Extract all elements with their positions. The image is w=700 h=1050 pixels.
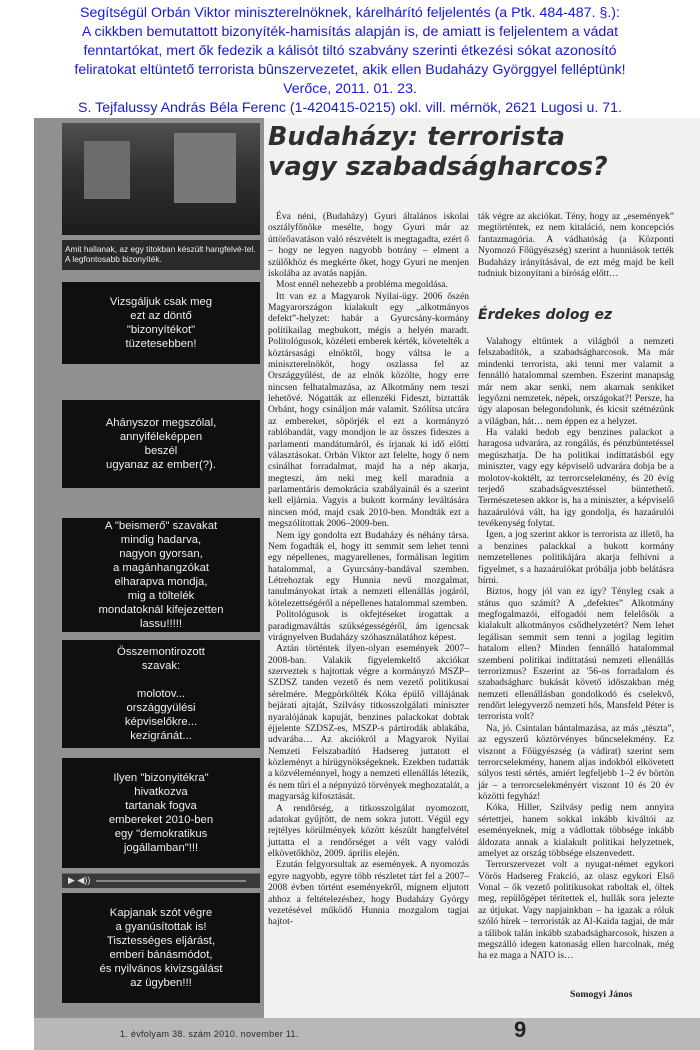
panel-text: Ilyen "bizonyitékra" hivatkozva tartanak fogva embereket 2010-ben egy "demokratikus jogállamban"!!! [108,772,214,854]
paragraph: Most ennél nehezebb a probléma megoldása. [276,279,448,291]
article-author: Somogyi János [570,989,633,1000]
header-line: A cikkben bemutattott bizonyíték-hamisítás alapján is, de amiatt is feljelentem a vádat [81,24,619,40]
screenshot-panel [62,758,260,868]
article-title-line: Budaházy: terrorista [268,122,565,152]
header-line: fenntartókat, mert ők fedezik a kálisót tiltó szabvány szerinti étkezési sókat azonosító [83,43,617,59]
screenshot-panel [62,400,260,488]
panel-text: Összemontirozott szavak: molotov... országgyülési képviselőkre... kezigránát... [117,646,205,742]
paragraph: Terrorszervezet volt a nyugat-német egykori Vörös Hadsereg Frakció, az olasz egykori Első Vonal – ők vezető politikusokat raboltak el, öltek meg, repülőgépet térítettek el, hullák sora jelezte az útjukat. Vagy napjainkban – ha igazak a róluk szóló hírek – terroristák az Al-Kaida tagjai, de már a tálibok talán inkább szabadságharcosok, hiszen a megszálló idegen katonaság ellen harcolnak, még ha ez maga a NATO is… [478,859,674,962]
play-icon[interactable]: ▶ ◀)) [68,875,91,885]
paragraph: Nem így gondolta ezt Budaházy és néhány társa. Nem fogadták el, hogy itt semmit sem lehet tenni egy népellenes, magyarellenes, formálisan legitim hatalommal, a Gyurcsány-bandával szemben. Létrehoztak egy Hunnia nevű mozgalmat, tanulmányokat írtak a nemzeti ellenállás jogáról, kötelezettségéről a népellenes hatalommal szemben. [268,529,469,609]
article-column-1 [268,211,469,928]
header-notice [0,0,700,116]
article-subheading: Érdekes dolog ez [478,307,613,323]
video-playbar[interactable] [62,873,260,888]
video-caption: Amit hallanak, az egy titokban készült hangfelvé-tel. A legfontosabb bizonyíték. [62,240,260,270]
paragraph: Igen, a jog szerint akkor is terrorista az illető, ha a benzines palackkal a bukott kormány nemzetellenes politikájára akarja felhívni a figyelmet, s a hazaárulókat próbálja jobb belátásra bírni. [478,529,674,586]
paragraph: ták végre az akciókat. Tény, hogy az „események” megtörténtek, ez nem kitaláció, nem koncepciós fantazmagória. A vádhatóság (a Központi Nyomozó Főügyészség) szerint a hunniások tették Budaházy irányításával, de ezt még majd be kell tudniuk bizonyítani a bíróság előtt… [478,211,674,279]
issue-info: 1. évfolyam 38. szám 2010. november 11. [120,1029,299,1039]
panel-text: Vizsgáljuk csak meg ezt az döntő "bizonyítékot" tüzetesebben! [109,296,213,350]
screenshot-panel [62,640,260,748]
screenshot-panel [62,282,260,364]
paragraph: Aztán történtek ilyen-olyan események 2007–2008-ban. Valakik figyelemkeltő akciókat szerveztek s hajtottak végre a kormányzó MSZP–SZDSZ tanden vezető és nem vezető politikusai sérelmére. Megpörkölték Kóka épülő villájának bejárati ajtaját, Szilvásy titkosszolgálati miniszter nyaralójának kapuját, benzines palackokat dobtak éjjelente SZDSZ-es, MSZP-s pártirodák ablakába, udvarába… Az akciókról a Magyarok Nyilai Nemzeti Felszabadító Hadsereg juttatott el közleményt a hírügynökségeknek. Ezekben tudatták a közvéleménnyel, hogy a nemzeti ellenállás létezik, és nem tűri el a népnyúzó törvények meghozatalát, a magyarság kifosztását. [268,643,469,803]
paragraph: Na, jó. Csintalan bántalmazása, az más „tészta”, az egyszerű köztörvényes bűncselekmény. Ez viszont a Főügyészség (a vádirat) szerint sem terrorcselekmény, hanem aljas indokból elkövetett súlyos testi sértés, amiért legfeljebb 1–2 év börtön jár – a terrorcselekményért viszont 10 és 20 év közötti fegyház! [478,722,674,802]
screenshot-panel [62,893,260,1003]
header-line: feliratokat eltüntető terrorista bûnszervezetet, akik ellen Budaházy Györggyel felléptünk! [74,62,626,78]
screenshot-panel [62,518,260,632]
panel-text: Kapjanak szót végre a gyanúsítottak is! Tisztességes eljárást, emberi bánásmódot, és nyilvános kivizsgálást az ügyben!!! [99,907,223,989]
paragraph: Valahogy eltűntek a világból a nemzeti felszabadítók, a szabadságharcosok. Ma már mindenki terrorista, aki tenni mer valamit a fennálló hatalommal szemben. Eszerint manapság már nem akar senki, nem akarnak senkiket legyőzni nemzetek, népek, országokat?! Persze, ha úgy alaposan belegondolunk, és kicsit szétnézünk a világban, hát… nem éppen ez a helyzet. [478,336,674,427]
header-line: S. Tejfalussy András Béla Ferenc (1-420415-0215) okl. vill. mérnök, 2621 Lugosi u. 71. [78,100,622,116]
panel-text: A "beismerő" szavakat mindig hadarva, nagyon gyorsan, a magánhangzókat elharapva mondja, mig a töltelék mondatoknál kifejezetten lassu!!!!! [98,520,224,630]
article-column-2 [478,336,674,962]
paragraph: Ezután felgyorsultak az események. A nyomozás egyre nagyobb, egyre több részletet tárt fel a 2007–2008 évben történt eseményekről, mígnem eljutott ahhoz a feltételezéshez, hogy Budaházy György vezetésével működő Hunnia mozgalom tagjai hajtot- [268,859,469,928]
page-number: 9 [514,1017,527,1042]
article-title-line: vagy szabadságharcos? [268,152,608,182]
panel-text: Ahányszor megszólal, annyiféleképpen beszél ugyanaz az ember(?). [105,417,217,471]
seek-track[interactable] [96,880,246,882]
paragraph: Éva néni, (Budaházy) Gyuri általános iskolai osztályfőnöke mesélte, hogy Gyuri már az úttörőavatáson való részvételt is megtagadta, ezért ő – hogy ne legyen nagyobb botrány – elment a szülőkhöz és megkérte őket, hogy Gyuri ne menjen iskolába az avatás napján. [268,211,469,279]
article-title [268,122,688,182]
paragraph: Ha valaki bedob egy benzines palackot a haragosa udvarára, az rongálás, és pénzbüntetéssel megúszhatja. De ha politikai indíttatásból egy miniszter, vagy egy képviselő udvarára dobja be a molotov-koktélt, az terrorcselekmény, és 20 évig terjedő szabadságvesztéssel büntethető. Természetesen akkor is, ha a miniszter, a képviselő hazaárulóvá vált, ha így gondolja, és hazaárulói tevékenység folytat. [478,427,674,529]
paragraph: A rendőrség, a titkosszolgálat nyomozott, adatokat gyűjtött, de nem sokra jutott. Végül egy rejtélyes körülmények között készült hangfelvétel juttatta el a rendőrséget a vélt vagy valódi elkövetőkhöz, 2009. április elején. [268,802,469,859]
paragraph: Kóka, Hiller, Szilvásy pedig nem annyira sértettjei, hanem sokkal inkább kiváltói az eseményeknek, míg a vádlottak többsége inkább áldozata annak a kialakult politikai helyzetnek, amelyet az ország többsége elszenvedett. [478,802,674,859]
paragraph: Itt van ez a Magyarok Nyilai-ügy. 2006 őszén Magyarországon kialakult egy „alkotmányos defekt”-helyzet: habár a Gyurcsány-kormány politikailag megbukott, mégis a helyén maradt. Politológusok, közéleti emberek kérték, követelték a köztársasági elnöktől, hogy váltsa le a miniszterelnököt, hogy oszlassa fel az Országgyűlést, de az elnök közölte, hogy erre nincsen felhatalmazása, az Alkotmány nem teszi lehetővé. Nógatták az ellenzéki Fideszt, biztatták Orbánt, hogy csináljon már valamit. Szólítsa utcára az embereket, söpörjék el ezt a kormányzó rablóbandát, vagy mondjon le az összes fideszes a parlamenti mandátumáról, és írjanak ki idő előtti választásokat. Orbán Viktor azt felelte, hogy ő nem csinálhat forradalmat, majd ha a nép akarja, megteszi, ám neki meg kell maradnia a parlamentáris demokrácia szabályainál és a szerint kell eljárnia. Vagyis a bukott kormány leváltására nincsen mód, majd csak 2010-ben. Mondták ezt a megszólítottak 2006–2009-ben. [268,290,469,530]
video-building [84,141,130,199]
video-building [174,133,236,203]
paragraph: Biztos, hogy jól van ez így? Tényleg csak a státus quo számít? A „defektes” Alkotmány megfogalmazói, elfogadói nem felelősök a kialakult alkotmányos csődhelyzetért? Nem lehet legálisan semmit sem tenni a jogilag legitim hatalom ellen? Minden fennálló hatalommal szembeni politikai indíttatású nemzeti ellenállás terrorizmus? Eszerint az '56-os forradalom és szabadságharc bukását követő időszakban még nemzeti ellenállásban gondolkodó és cselekvő, rendőrt lelegyverző nemzeti hős, Mansfeld Péter is terrorista volt? [478,586,674,723]
header-line: Segítségül Orbán Viktor miniszterelnöknek, kárelhárító feljelentés (a Ptk. 484-487. §.): [80,5,620,21]
video-still [62,123,260,235]
article-column-2-top [478,211,674,279]
paragraph: Politológusok is okfejtéseket írogattak a paradigmaváltás szükségességéről, ám igencsak virágnyelven Budaházy szóhasználatához képest. [268,609,469,643]
header-line: Verőce, 2011. 01. 23. [283,81,417,97]
